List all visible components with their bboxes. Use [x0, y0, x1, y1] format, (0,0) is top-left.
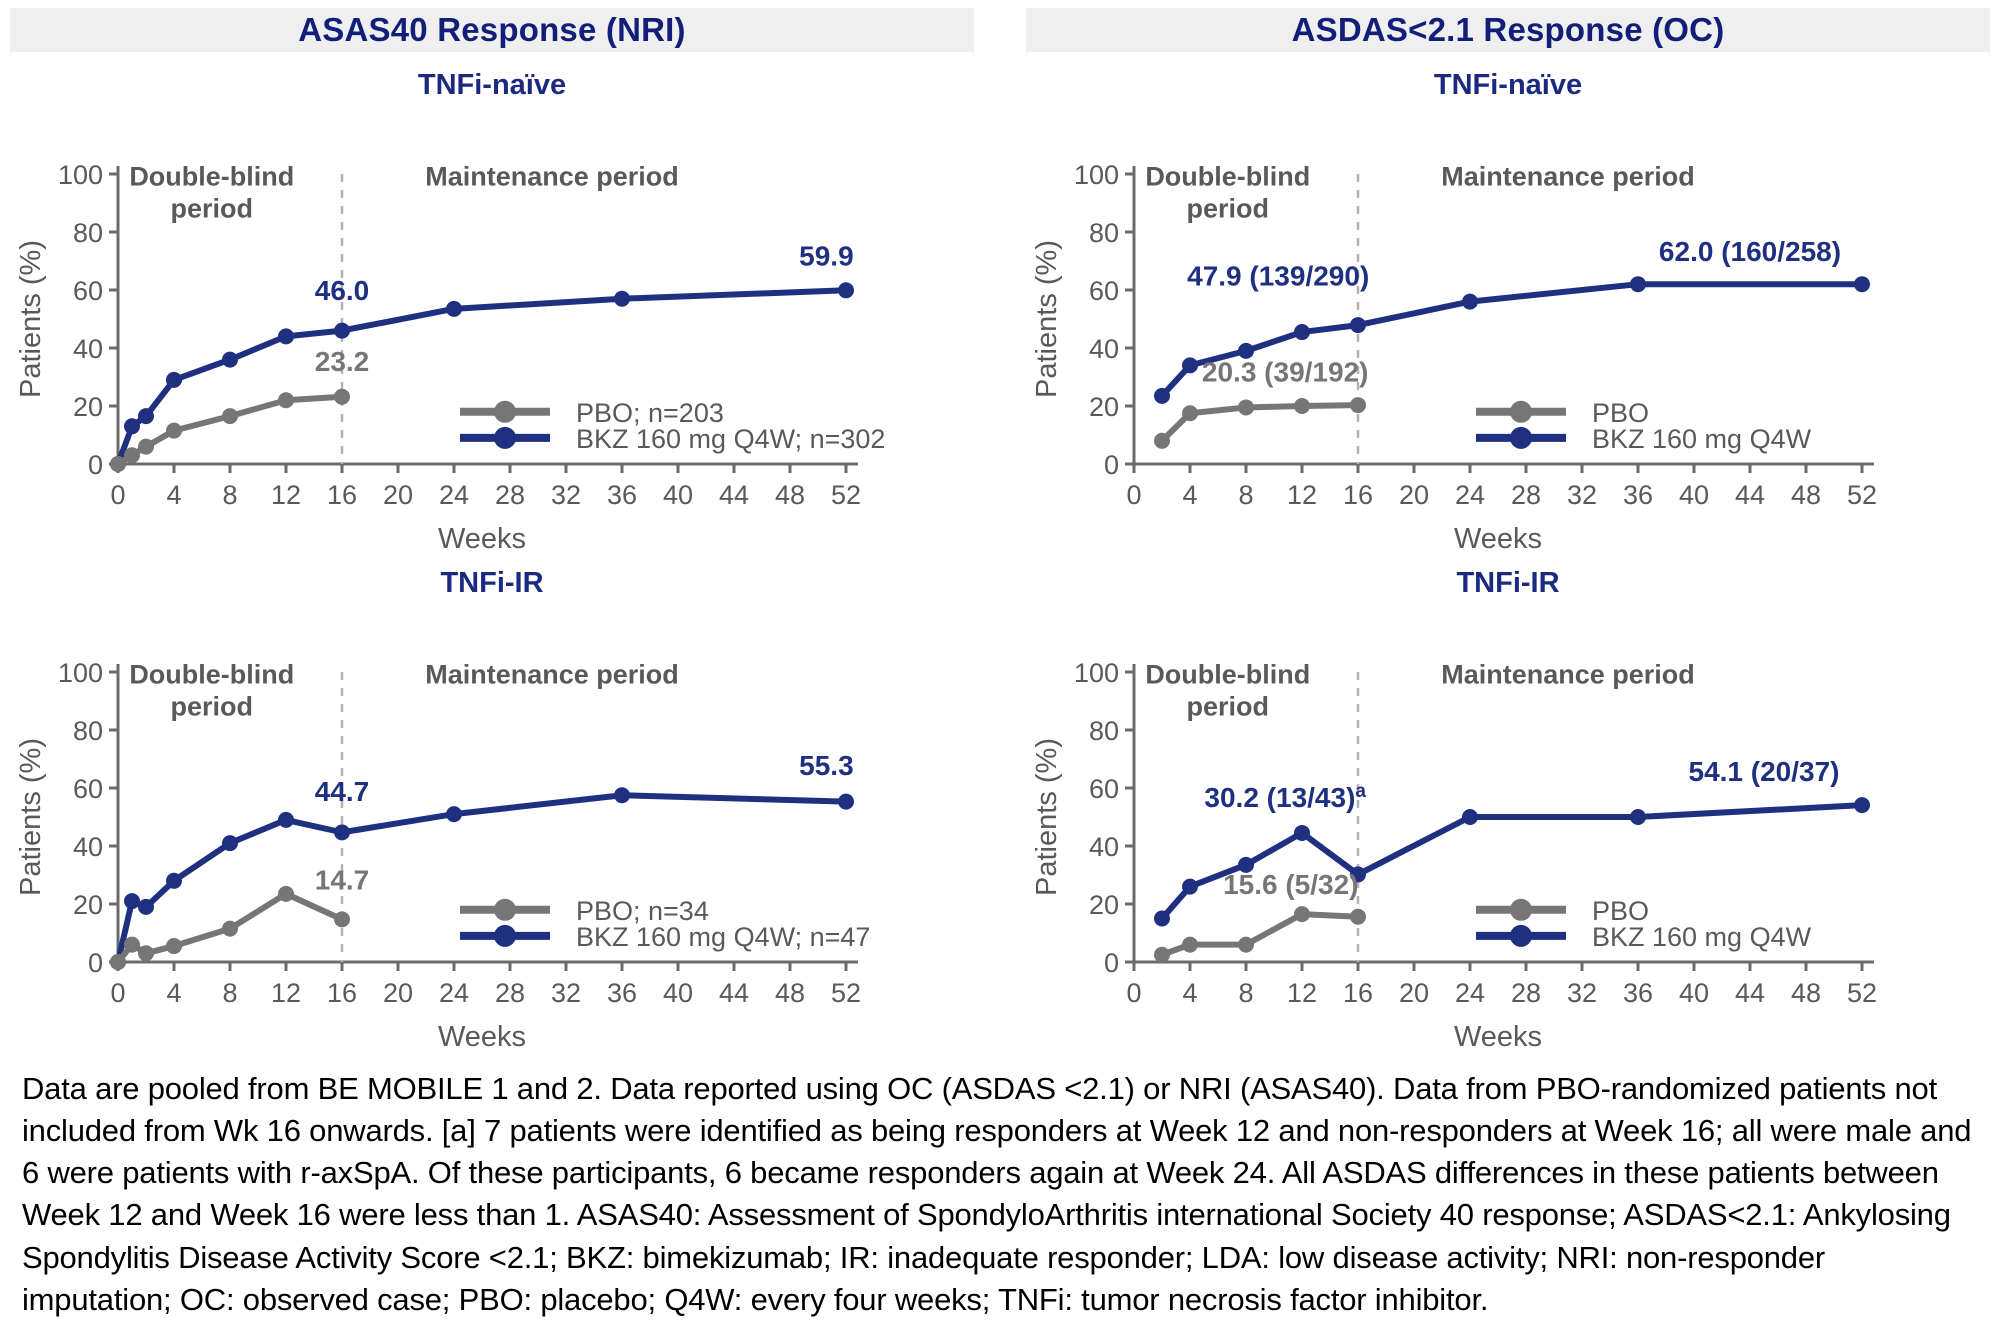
value-annotation: 14.7: [314, 864, 370, 896]
y-tick-label: 20: [1088, 890, 1119, 920]
pbo-point: [1350, 909, 1366, 925]
x-tick-label: 36: [606, 978, 638, 1008]
x-tick-label: 4: [1182, 480, 1198, 510]
bkz-point: [1854, 276, 1870, 292]
bkz-point: [334, 323, 350, 339]
value-annotation: 30.2 $(13/43)^a$: [1204, 780, 1366, 813]
x-tick-label: 44: [1734, 978, 1766, 1008]
pbo-point: [1294, 398, 1310, 414]
x-tick-label: 32: [1566, 978, 1598, 1008]
y-tick-label: 0: [87, 948, 103, 978]
bkz-point: [838, 282, 854, 298]
y-tick-label: 100: [57, 658, 103, 688]
bkz-point: [222, 835, 238, 851]
x-tick-label: 44: [718, 978, 750, 1008]
pbo-point: [222, 408, 238, 424]
chart-asdas-tnfi-naive: [1026, 104, 1990, 556]
chart-block-asas40-tnfi-naive: [10, 58, 974, 556]
bkz-point: [1350, 317, 1366, 333]
legend-label-bkz: BKZ 160 mg Q4W; n=47: [576, 921, 871, 952]
chart-svg: [1026, 104, 1990, 556]
legend-label-bkz: BKZ 160 mg Q4W: [1592, 921, 1812, 952]
value-annotation: 20.3 (39/192): [1201, 356, 1369, 388]
pbo-point: [334, 389, 350, 405]
y-tick-label: 80: [72, 716, 103, 746]
bkz-point: [278, 328, 294, 344]
bkz-point: [166, 873, 182, 889]
x-tick-label: 48: [1790, 480, 1822, 510]
y-tick-label: 80: [1088, 218, 1119, 248]
chart-subtitle-tnfi-naive: TNFi-naïve: [1433, 69, 1583, 101]
chart-block-asdas-tnfi-ir: [1026, 556, 1990, 1054]
x-tick-label: 28: [494, 978, 526, 1008]
bkz-point: [222, 352, 238, 368]
chart-svg: [1026, 602, 1990, 1054]
chart-subtitle-tnfi-naive: TNFi-naïve: [417, 69, 567, 101]
y-tick-label: 40: [72, 334, 103, 364]
bkz-point: [446, 301, 462, 317]
bkz-point: [1154, 388, 1170, 404]
x-tick-label: 40: [662, 480, 694, 510]
x-tick-label: 4: [166, 480, 182, 510]
x-tick-label: 12: [270, 480, 302, 510]
bkz-point: [1630, 276, 1646, 292]
x-axis-title: Weeks: [1453, 523, 1543, 555]
double-blind-period-label: Double-blind: [129, 659, 295, 690]
y-tick-label: 20: [72, 392, 103, 422]
maintenance-period-label: Maintenance period: [425, 161, 679, 192]
double-blind-period-label: Double-blind: [1145, 659, 1311, 690]
x-tick-label: 36: [1622, 978, 1654, 1008]
y-tick-label: 40: [72, 832, 103, 862]
chart-subtitle-tnfi-ir: TNFi-IR: [1456, 567, 1560, 599]
x-tick-label: 28: [1510, 480, 1542, 510]
double-blind-period-label: period: [170, 691, 254, 722]
bkz-point: [838, 794, 854, 810]
pbo-point: [278, 886, 294, 902]
x-tick-label: 52: [830, 978, 862, 1008]
charts-grid: [0, 8, 2000, 1054]
pbo-point: [124, 937, 140, 953]
panel-header-asas40: [10, 8, 974, 52]
x-tick-label: 8: [222, 978, 238, 1008]
chart-block-asas40-tnfi-ir: [10, 556, 974, 1054]
x-tick-label: 4: [166, 978, 182, 1008]
y-tick-label: 60: [72, 276, 103, 306]
x-tick-label: 40: [1678, 480, 1710, 510]
bkz-point: [1294, 324, 1310, 340]
y-tick-label: 0: [1103, 948, 1119, 978]
column-asdas: [1026, 8, 1990, 1054]
y-tick-label: 100: [57, 160, 103, 190]
pbo-point: [334, 911, 350, 927]
x-axis-title: Weeks: [1453, 1021, 1543, 1053]
value-annotation: 15.6 (5/32): [1223, 868, 1359, 900]
bkz-point: [1154, 911, 1170, 927]
x-tick-label: 12: [1286, 978, 1318, 1008]
x-tick-label: 8: [222, 480, 238, 510]
x-tick-label: 20: [1398, 978, 1430, 1008]
x-tick-label: 24: [1454, 978, 1486, 1008]
y-tick-label: 0: [87, 450, 103, 480]
bkz-point: [1182, 357, 1198, 373]
chart-svg: [10, 602, 974, 1054]
y-tick-label: 20: [1088, 392, 1119, 422]
x-tick-label: 20: [1398, 480, 1430, 510]
bkz-point: [1294, 825, 1310, 841]
double-blind-period-label: Double-blind: [129, 161, 295, 192]
x-tick-label: 52: [1846, 480, 1878, 510]
y-tick-label: 40: [1088, 334, 1119, 364]
y-tick-label: 40: [1088, 832, 1119, 862]
legend-marker-bkz: [494, 427, 516, 449]
x-tick-label: 36: [1622, 480, 1654, 510]
y-axis-title: Patients (%): [15, 738, 47, 896]
y-tick-label: 20: [72, 890, 103, 920]
pbo-point: [138, 945, 154, 961]
legend-marker-pbo: [494, 401, 516, 423]
y-tick-label: 60: [1088, 774, 1119, 804]
legend-marker-bkz: [494, 925, 516, 947]
x-tick-label: 48: [774, 480, 806, 510]
pbo-point: [1182, 405, 1198, 421]
pbo-point: [1294, 906, 1310, 922]
bkz-line: [1162, 805, 1862, 918]
x-tick-label: 40: [1678, 978, 1710, 1008]
bkz-point: [138, 899, 154, 915]
value-annotation: 55.3: [799, 749, 854, 781]
pbo-point: [1350, 397, 1366, 413]
x-tick-label: 16: [326, 978, 358, 1008]
x-axis-title: Weeks: [437, 1021, 527, 1053]
x-tick-label: 20: [382, 480, 414, 510]
legend-marker-pbo: [1510, 401, 1532, 423]
x-tick-label: 24: [438, 480, 470, 510]
panel-header-asas40-title: ASAS40 Response (NRI): [298, 11, 686, 48]
bkz-point: [166, 372, 182, 388]
pbo-point: [1238, 399, 1254, 415]
x-tick-label: 52: [830, 480, 862, 510]
legend-label-pbo: PBO: [1592, 397, 1650, 428]
y-axis-title: Patients (%): [1031, 738, 1063, 896]
x-tick-label: 16: [326, 480, 358, 510]
legend-marker-bkz: [1510, 925, 1532, 947]
bkz-point: [614, 787, 630, 803]
legend-marker-pbo: [494, 899, 516, 921]
y-tick-label: 80: [72, 218, 103, 248]
x-tick-label: 20: [382, 978, 414, 1008]
value-annotation: 46.0: [314, 275, 370, 307]
x-tick-label: 36: [606, 480, 638, 510]
x-tick-label: 4: [1182, 978, 1198, 1008]
pbo-point: [1182, 937, 1198, 953]
legend-marker-bkz: [1510, 427, 1532, 449]
x-tick-label: 48: [1790, 978, 1822, 1008]
y-tick-label: 80: [1088, 716, 1119, 746]
bkz-point: [124, 893, 140, 909]
chart-svg: [10, 104, 974, 556]
double-blind-period-label: period: [1186, 691, 1270, 722]
y-tick-label: 100: [1073, 160, 1119, 190]
pbo-point: [166, 938, 182, 954]
pbo-point: [166, 423, 182, 439]
x-tick-label: 16: [1342, 978, 1374, 1008]
x-tick-label: 48: [774, 978, 806, 1008]
x-tick-label: 28: [1510, 978, 1542, 1008]
x-tick-label: 24: [438, 978, 470, 1008]
x-tick-label: 28: [494, 480, 526, 510]
maintenance-period-label: Maintenance period: [1441, 659, 1695, 690]
bkz-point: [1854, 797, 1870, 813]
column-asas40: [10, 8, 974, 1054]
chart-block-asdas-tnfi-naive: [1026, 58, 1990, 556]
y-tick-label: 60: [1088, 276, 1119, 306]
legend-marker-pbo: [1510, 899, 1532, 921]
pbo-point: [124, 447, 140, 463]
value-annotation: 54.1 (20/37): [1688, 755, 1840, 787]
x-tick-label: 12: [1286, 480, 1318, 510]
y-tick-label: 100: [1073, 658, 1119, 688]
x-tick-label: 52: [1846, 978, 1878, 1008]
double-blind-period-label: period: [1186, 193, 1270, 224]
chart-asas40-tnfi-ir: [10, 602, 974, 1054]
bkz-point: [138, 408, 154, 424]
x-tick-label: 12: [270, 978, 302, 1008]
pbo-point: [222, 921, 238, 937]
x-tick-label: 32: [1566, 480, 1598, 510]
chart-subtitle-tnfi-ir: TNFi-IR: [440, 567, 544, 599]
panel-header-asdas: [1026, 8, 1990, 52]
x-tick-label: 44: [1734, 480, 1766, 510]
x-tick-label: 0: [110, 978, 126, 1008]
x-tick-label: 40: [662, 978, 694, 1008]
y-tick-label: 60: [72, 774, 103, 804]
x-tick-label: 8: [1238, 978, 1254, 1008]
chart-asdas-tnfi-ir: [1026, 602, 1990, 1054]
legend-label-pbo: PBO; n=34: [576, 895, 709, 926]
pbo-point: [278, 392, 294, 408]
value-annotation: 62.0 (160/258): [1658, 236, 1842, 267]
x-tick-label: 24: [1454, 480, 1486, 510]
legend-label-pbo: PBO; n=203: [576, 397, 724, 428]
bkz-point: [124, 418, 140, 434]
value-annotation: 23.2: [314, 346, 370, 378]
pbo-point: [1154, 947, 1170, 963]
bkz-point: [1182, 879, 1198, 895]
x-tick-label: 8: [1238, 480, 1254, 510]
bkz-point: [446, 806, 462, 822]
pbo-point: [1238, 937, 1254, 953]
x-tick-label: 44: [718, 480, 750, 510]
chart-asas40-tnfi-naive: [10, 104, 974, 556]
pbo-point: [110, 954, 126, 970]
panel-header-asdas-title: ASDAS<2.1 Response (OC): [1291, 11, 1725, 48]
maintenance-period-label: Maintenance period: [425, 659, 679, 690]
bkz-point: [614, 291, 630, 307]
legend-label-bkz: BKZ 160 mg Q4W; n=302: [576, 423, 886, 454]
legend-label-pbo: PBO: [1592, 895, 1650, 926]
legend-label-bkz: BKZ 160 mg Q4W: [1592, 423, 1812, 454]
x-tick-label: 0: [1126, 978, 1142, 1008]
y-axis-title: Patients (%): [1031, 240, 1063, 398]
bkz-point: [1630, 809, 1646, 825]
pbo-point: [110, 456, 126, 472]
double-blind-period-label: period: [170, 193, 254, 224]
x-tick-label: 0: [110, 480, 126, 510]
bkz-point: [278, 812, 294, 828]
y-axis-title: Patients (%): [15, 240, 47, 398]
x-tick-label: 0: [1126, 480, 1142, 510]
maintenance-period-label: Maintenance period: [1441, 161, 1695, 192]
x-tick-label: 32: [550, 978, 582, 1008]
x-tick-label: 16: [1342, 480, 1374, 510]
pbo-point: [138, 439, 154, 455]
double-blind-period-label: Double-blind: [1145, 161, 1311, 192]
value-annotation: 44.7: [314, 776, 370, 808]
bkz-point: [1462, 809, 1478, 825]
x-tick-label: 32: [550, 480, 582, 510]
bkz-point: [334, 824, 350, 840]
bkz-point: [1462, 294, 1478, 310]
footnote-text: Data are pooled from BE MOBILE 1 and 2. Data reported using OC (ASDAS <2.1) or NRI (ASAS40). Data from PBO-randomized patients not included from Wk 16 onwards. [a] 7 patients were identified as being responders at Week 12 and non-responders at Week 16; all were male and 6 were patients with r-axSpA. Of these participants, 6 became responders again at Week 24. All ASDAS differences in these patients between Week 12 and Week 16 were less than 1. ASAS40: Assessment of SpondyloArthritis international Society 40 response; ASDAS<2.1: Ankylosing Spondylitis Disease Activity Score <2.1; BKZ: bimekizumab; IR: inadequate responder; LDA: low disease activity; NRI: non-responder imputation; OC: observed case; PBO: placebo; Q4W: every four weeks; TNFi: tumor necrosis factor inhibitor.: [22, 1071, 1972, 1317]
pbo-point: [1154, 433, 1170, 449]
value-annotation: 59.9: [799, 240, 854, 272]
x-axis-title: Weeks: [437, 523, 527, 555]
y-tick-label: 0: [1103, 450, 1119, 480]
value-annotation: 47.9 (139/290): [1187, 260, 1370, 292]
